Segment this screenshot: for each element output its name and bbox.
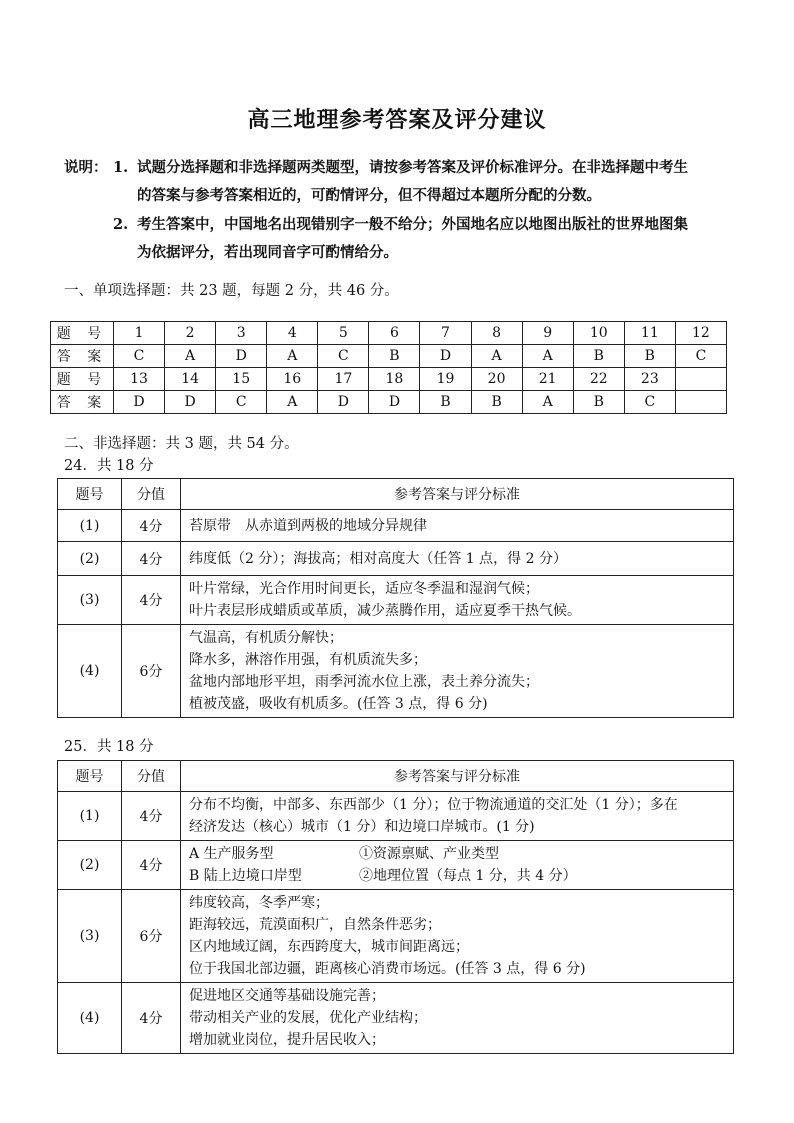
- choice-answer: B: [573, 391, 624, 414]
- answer-cell: [181, 841, 734, 890]
- choice-answer: C: [216, 391, 267, 414]
- choice-answer-table: [50, 321, 727, 414]
- choice-number: 20: [471, 368, 522, 391]
- q25-row-3: [58, 890, 734, 983]
- choice-answer: B: [573, 345, 624, 368]
- answer-line: 植被茂盛，吸收有机质多。(任答 3 点，得 6 分): [189, 696, 488, 712]
- answer-line: 气温高，有机质分解快；: [189, 630, 343, 646]
- score-value: 4分: [122, 510, 181, 542]
- q24-row-3: [58, 576, 734, 625]
- question-number: (4): [58, 625, 122, 718]
- q24-header-row: [58, 479, 734, 510]
- choice-answer: A: [165, 345, 216, 368]
- answer-line: [189, 843, 725, 865]
- choice-answer: A: [471, 345, 522, 368]
- question-number: (3): [58, 576, 122, 625]
- choice-label-answer: 答 案: [51, 345, 114, 368]
- q24-row-1: [58, 510, 734, 542]
- question-number: (2): [58, 841, 122, 890]
- q24-answer-table: [57, 478, 734, 718]
- choice-number: 2: [165, 322, 216, 345]
- note-2-line-2: 为依据评分，若出现同音字可酌情给分。: [137, 244, 398, 261]
- header-score: 分值: [122, 761, 181, 792]
- choice-number: 10: [573, 322, 624, 345]
- question-number: (3): [58, 890, 122, 983]
- choice-number: 17: [318, 368, 369, 391]
- q24-row-4: [58, 625, 734, 718]
- choice-answer: D: [420, 345, 471, 368]
- answer-line: 带动相关产业的发展，优化产业结构；: [189, 1010, 427, 1026]
- choice-answer: C: [114, 345, 165, 368]
- answer-line: [189, 865, 725, 887]
- choice-number: 15: [216, 368, 267, 391]
- choice-label-question: 题 号: [51, 368, 114, 391]
- note-1-line-1: 试题分选择题和非选择题两类题型，请按参考答案及评价标准评分。在非选择题中考生: [137, 159, 688, 176]
- answer-item-b: ①资源禀赋、产业类型: [359, 846, 499, 862]
- choice-number: 6: [369, 322, 420, 345]
- choice-number: 4: [267, 322, 318, 345]
- note-2-line-1: 考生答案中，中国地名出现错别字一般不给分；外国地名应以地图出版社的世界地图集: [137, 216, 688, 233]
- notes-prefix: 说明：: [64, 159, 108, 176]
- choice-answer: C: [318, 345, 369, 368]
- q24-row-2: [58, 542, 734, 576]
- choice-number: 22: [573, 368, 624, 391]
- choice-answer: A: [267, 345, 318, 368]
- q24-heading: 24．共 18 分: [64, 458, 154, 474]
- header-answer-criteria: 参考答案与评分标准: [181, 479, 734, 510]
- answer-cell: [181, 510, 734, 542]
- section-2-heading: 二、非选择题：共 3 题，共 54 分。: [64, 436, 299, 452]
- answer-line: 降水多，淋溶作用强，有机质流失多；: [189, 652, 427, 668]
- answer-line: 促进地区交通等基础设施完善；: [189, 988, 385, 1004]
- note-1-number: 1.: [113, 159, 129, 176]
- answer-line: 盆地内部地形平坦，雨季河流水位上涨，表土养分流失；: [189, 674, 539, 690]
- question-number: (2): [58, 542, 122, 576]
- choice-row-answers-1: [51, 345, 727, 368]
- q25-answer-table: [57, 760, 734, 1054]
- question-number: (1): [58, 510, 122, 542]
- choice-number: 9: [522, 322, 573, 345]
- choice-number: 8: [471, 322, 522, 345]
- choice-answer: B: [369, 345, 420, 368]
- score-value: 6分: [122, 625, 181, 718]
- answer-line: 苔原带 从赤道到两极的地域分异规律: [189, 517, 427, 534]
- choice-row-numbers-1: [51, 322, 727, 345]
- q25-row-4: [58, 983, 734, 1054]
- answer-cell: [181, 890, 734, 983]
- choice-number: 23: [624, 368, 675, 391]
- answer-line: 分布不均衡，中部多、东西部少（1 分）；位于物流通道的交汇处（1 分）；多在: [189, 797, 678, 813]
- choice-number: 19: [420, 368, 471, 391]
- answer-cell: [181, 983, 734, 1054]
- choice-number: [675, 368, 726, 391]
- choice-answer: B: [624, 345, 675, 368]
- answer-item-a: B 陆上边境口岸型: [189, 868, 302, 884]
- choice-answer: A: [522, 345, 573, 368]
- answer-line: 增加就业岗位，提升居民收入；: [189, 1032, 385, 1048]
- choice-number: 1: [114, 322, 165, 345]
- choice-answer: D: [216, 345, 267, 368]
- answer-cell: [181, 542, 734, 576]
- answer-item-b: ②地理位置（每点 1 分，共 4 分）: [359, 868, 577, 884]
- choice-row-answers-2: [51, 391, 727, 414]
- section-1-heading: 一、单项选择题：共 23 题，每题 2 分，共 46 分。: [64, 283, 399, 299]
- choice-answer: D: [114, 391, 165, 414]
- choice-answer: C: [675, 345, 726, 368]
- score-value: 4分: [122, 841, 181, 890]
- choice-answer: A: [522, 391, 573, 414]
- choice-number: 3: [216, 322, 267, 345]
- choice-number: 11: [624, 322, 675, 345]
- choice-answer: [675, 391, 726, 414]
- choice-label-answer: 答 案: [51, 391, 114, 414]
- choice-answer: B: [420, 391, 471, 414]
- answer-cell: [181, 792, 734, 841]
- choice-number: 5: [318, 322, 369, 345]
- choice-row-numbers-2: [51, 368, 727, 391]
- header-score: 分值: [122, 479, 181, 510]
- answer-line: 纬度低（2 分）；海拔高；相对高度大（任答 1 点，得 2 分）: [189, 550, 567, 567]
- choice-number: 18: [369, 368, 420, 391]
- answer-cell: [181, 576, 734, 625]
- header-question-number: 题号: [58, 479, 122, 510]
- q25-row-1: [58, 792, 734, 841]
- header-question-number: 题号: [58, 761, 122, 792]
- score-value: 4分: [122, 576, 181, 625]
- choice-answer: A: [267, 391, 318, 414]
- answer-line: 叶片常绿，光合作用时间更长，适应冬季温和湿润气候；: [189, 581, 539, 597]
- choice-number: 7: [420, 322, 471, 345]
- note-1-line-2: 的答案与参考答案相近的，可酌情评分，但不得超过本题所分配的分数。: [137, 187, 601, 204]
- answer-line: 经济发达（核心）城市（1 分）和边境口岸城市。(1 分): [189, 819, 535, 835]
- page-title: 高三地理参考答案及评分建议: [247, 107, 547, 133]
- question-number: (1): [58, 792, 122, 841]
- score-value: 4分: [122, 792, 181, 841]
- choice-answer: D: [165, 391, 216, 414]
- answer-line: 位于我国北部边疆，距离核心消费市场远。(任答 3 点，得 6 分): [189, 961, 586, 977]
- choice-number: 21: [522, 368, 573, 391]
- choice-number: 12: [675, 322, 726, 345]
- choice-answer: B: [471, 391, 522, 414]
- choice-answer: C: [624, 391, 675, 414]
- answer-line: 叶片表层形成蜡质或革质，减少蒸腾作用，适应夏季干热气候。: [189, 603, 581, 619]
- choice-answer: D: [369, 391, 420, 414]
- header-answer-criteria: 参考答案与评分标准: [181, 761, 734, 792]
- choice-number: 16: [267, 368, 318, 391]
- score-value: 4分: [122, 542, 181, 576]
- choice-number: 14: [165, 368, 216, 391]
- answer-item-a: A 生产服务型: [189, 846, 274, 862]
- choice-label-question: 题 号: [51, 322, 114, 345]
- answer-line: 区内地域辽阔，东西跨度大，城市间距离远；: [189, 939, 469, 955]
- answer-cell: [181, 625, 734, 718]
- note-2-number: 2.: [113, 216, 129, 233]
- q25-row-2: [58, 841, 734, 890]
- q25-heading: 25．共 18 分: [64, 739, 154, 755]
- score-value: 6分: [122, 890, 181, 983]
- choice-answer: D: [318, 391, 369, 414]
- question-number: (4): [58, 983, 122, 1054]
- answer-line: 纬度较高，冬季严寒；: [189, 895, 329, 911]
- score-value: 4分: [122, 983, 181, 1054]
- answer-line: 距海较远，荒漠面积广，自然条件恶劣；: [189, 917, 441, 933]
- choice-number: 13: [114, 368, 165, 391]
- q25-header-row: [58, 761, 734, 792]
